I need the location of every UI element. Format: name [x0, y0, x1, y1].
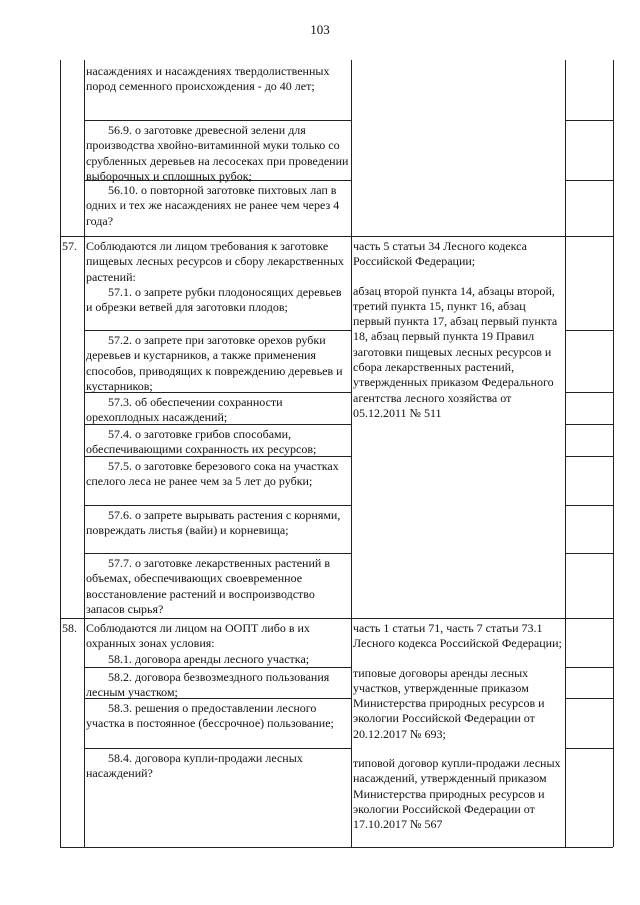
answer-box-line	[565, 505, 613, 506]
row-57-question	[86, 239, 349, 315]
row-58-question-text: Соблюдаются ли лицом на ООПТ либо в их охранных зонах условия:	[86, 621, 310, 651]
item-58-1-text: 58.1. договора аренды лесного участка;	[108, 651, 310, 666]
answer-box-line	[565, 424, 613, 425]
row-57-legal-basis	[353, 239, 565, 421]
table-border-right	[613, 60, 614, 847]
answer-box-line	[565, 120, 613, 121]
answer-box-line	[565, 553, 613, 554]
item-57-1-text: 57.1. о запрете рубки плодоносящих деревьев и обрезки ветвей для заготовки плодов;	[86, 284, 342, 315]
table-divider-question	[351, 60, 352, 847]
answer-box-line	[565, 748, 613, 749]
subrow-line	[84, 330, 351, 331]
row-58-law-3: типовой договор купли-продажи лесных насаждений, утвержденный приказом Министерства природных ресурсов и экологии Российской Федерации от 17.10.2017 № 567	[353, 756, 561, 832]
table-border-left	[60, 60, 61, 847]
row-separator-57	[60, 236, 613, 237]
item-57-4-text: 57.4. о заготовке грибов способами, обеспечивающими сохранность их ресурсов;	[86, 427, 317, 457]
item-57-6-text: 57.6. о запрете вырывать растения с корнями, повреждать листья (вайи) и корневища;	[86, 508, 341, 538]
item-57-3-text: 57.3. об обеспечении сохранности орехоплодных насаждений;	[86, 395, 283, 425]
item-57-5-text: 57.5. о заготовке березового сока на участках спелого леса не ранее чем за 5 лет до рубки;	[86, 459, 339, 489]
row-separator-58	[60, 618, 613, 619]
row-57-number: 57.	[62, 239, 77, 253]
row-57-law-1: часть 5 статьи 34 Лесного кодекса Российской Федерации;	[353, 239, 527, 269]
item-58-2-text: 58.2. договора безвозмездного пользования лесным участком;	[86, 670, 330, 700]
item-57-2-text: 57.2. о запрете при заготовке орехов рубки деревьев и кустарников, а также применения способов, приводящих к повреждению деревьев и кустарников;	[86, 333, 343, 393]
row-56-continuation-text: насаждениях и насаждениях твердолиственных пород семенного происхождения - до 40 лет;	[86, 64, 330, 94]
answer-box-line	[565, 667, 613, 668]
answer-box-line	[565, 698, 613, 699]
row-58-law-1: часть 1 статьи 71, часть 7 статьи 73.1 Лесного кодекса Российской Федерации;	[353, 621, 562, 651]
answer-box-line	[565, 456, 613, 457]
item-57-7-text: 57.7. о заготовке лекарственных растений в объемах, обеспечивающих своевременное восстановление растений и воспроизводство запасов сырья?	[86, 556, 330, 616]
row-58-law-2: типовые договоры аренды лесных участков, утвержденные приказом Министерства природных ресурсов и экологии Российской Федерации от 20.12.2017 № 693;	[353, 665, 545, 741]
row-58-number: 58.	[62, 621, 77, 635]
row-57-question-text: Соблюдаются ли лицом требования к заготовке пищевых лесных ресурсов и сбору лекарственных растений:	[86, 239, 344, 284]
answer-box-line	[565, 180, 613, 181]
item-56-10-text: 56.10. о повторной заготовке пихтовых лап в одних и тех же насаждениях не ранее чем через 4 года?	[86, 183, 340, 228]
subrow-line	[84, 505, 351, 506]
item-58-4-text: 58.4. договора купли-продажи лесных насаждений?	[86, 751, 303, 781]
subrow-line	[84, 667, 351, 668]
subrow-line	[84, 748, 351, 749]
table-divider-number	[84, 60, 85, 847]
item-58-3-text: 58.3. решения о предоставлении лесного участка в постоянное (бессрочное) пользование;	[86, 701, 334, 731]
answer-box-line	[565, 392, 613, 393]
item-56-9-text: 56.9. о заготовке древесной зелени для производства хвойно-витаминной муки только со срубленных деревьев на лесосеках при проведении выборочных и сплошных рубок;	[86, 123, 349, 183]
answer-column-divider	[565, 60, 566, 847]
row-58-legal-basis	[353, 621, 565, 833]
table-border-bottom	[60, 847, 613, 848]
row-58-question	[86, 621, 349, 667]
row-57-law-2: абзац второй пункта 14, абзацы второй, третий пункта 15, пункт 16, абзац первый пункта 17, абзац первый пункта 18, абзац первый пункта 19 Правил заготовки пищевых лесных ресурсов и сбора лекарственных растений, утвержденных приказом Федерального агентства лесного хозяйства от 05.12.2011 № 511	[353, 283, 558, 420]
subrow-line	[84, 553, 351, 554]
page-number: 103	[310, 22, 330, 37]
subrow-line	[84, 120, 351, 121]
answer-box-line	[565, 330, 613, 331]
